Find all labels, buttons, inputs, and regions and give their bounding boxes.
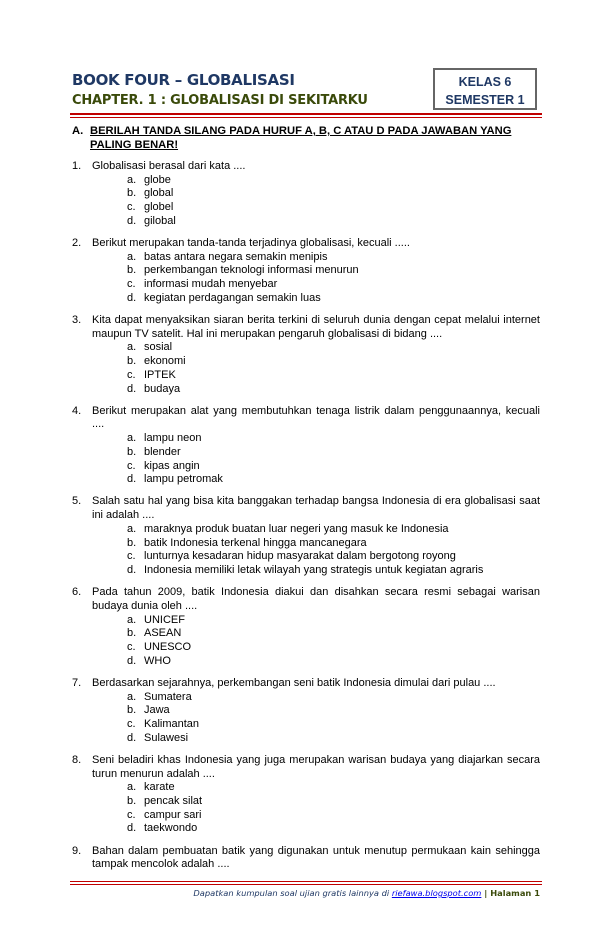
footer-divider <box>70 881 542 882</box>
question-number: 4. <box>72 404 82 417</box>
answer-option[interactable] <box>127 446 540 460</box>
answer-option[interactable] <box>127 732 540 746</box>
answer-option[interactable] <box>127 809 540 823</box>
answer-option[interactable] <box>127 550 540 564</box>
option-text: blender <box>144 445 181 458</box>
question-text: Pada tahun 2009, batik Indonesia diakui dan disahkan secara resmi sebagai warisan budaya dunia oleh .... <box>92 586 540 612</box>
answer-option[interactable] <box>127 369 540 383</box>
option-letter: b. <box>127 704 137 717</box>
answer-option[interactable] <box>127 718 540 732</box>
option-text: Kalimantan <box>144 718 200 731</box>
option-text: batas antara negara semakin menipis <box>144 250 328 263</box>
option-text: campur sari <box>144 808 202 821</box>
option-letter: b. <box>127 627 137 640</box>
option-letter: a. <box>127 173 137 186</box>
option-letter: b. <box>127 536 137 549</box>
question-number: 2. <box>72 237 82 250</box>
answer-option[interactable] <box>127 264 540 278</box>
answer-option[interactable] <box>127 704 540 718</box>
page-number: Halaman 1 <box>490 888 540 898</box>
footer-text: Dapatkan kumpulan soal ujian gratis lainnya di <box>193 888 392 898</box>
question-text: Bahan dalam pembuatan batik yang digunakan untuk menutup permukaan kain sehingga tampak mencolok adalah .... <box>92 844 540 871</box>
semester-label: SEMESTER 1 <box>445 93 525 107</box>
question-text: Salah satu hal yang bisa kita banggakan terhadap bangsa Indonesia di era globalisasi saat ini adalah .... <box>92 495 540 522</box>
header-divider <box>70 113 542 115</box>
option-text: batik Indonesia terkenal hingga mancanegara <box>144 536 367 549</box>
question-number: 7. <box>72 676 82 689</box>
option-letter: c. <box>127 550 136 563</box>
option-letter: b. <box>127 187 137 200</box>
question-text: Seni beladiri khas Indonesia yang juga merupakan warisan budaya yang diajarkan secara turun menurun adalah .... <box>92 753 540 780</box>
question-number: 3. <box>72 314 82 327</box>
option-letter: a. <box>127 781 137 794</box>
question-number: 6. <box>72 586 82 599</box>
question-item <box>72 314 540 396</box>
answer-option[interactable] <box>127 473 540 487</box>
option-letter: d. <box>127 654 137 667</box>
answer-option[interactable] <box>127 187 540 201</box>
answer-option[interactable] <box>127 278 540 292</box>
option-letter: b. <box>127 355 137 368</box>
answer-option[interactable] <box>127 251 540 265</box>
answer-option[interactable] <box>127 781 540 795</box>
question-item <box>72 495 540 577</box>
footer <box>193 888 540 898</box>
option-letter: b. <box>127 795 137 808</box>
option-text: IPTEK <box>144 368 176 381</box>
option-text: lunturnya kesadaran hidup masyarakat dalam bergotong royong <box>144 550 456 563</box>
answer-option[interactable] <box>127 614 540 628</box>
option-text: UNESCO <box>144 641 192 653</box>
option-text: ASEAN <box>144 627 182 640</box>
question-item <box>72 586 540 668</box>
question-number: 9. <box>72 844 82 857</box>
option-letter: d. <box>127 731 137 744</box>
answer-option[interactable] <box>127 201 540 215</box>
question-text: Kita dapat menyaksikan siaran berita terkini di seluruh dunia dengan cepat melalui internet maupun TV satelit. Hal ini merupakan pengaruh globalisasi di bidang .... <box>92 314 540 340</box>
option-letter: d. <box>127 563 137 576</box>
answer-option[interactable] <box>127 174 540 188</box>
answer-option[interactable] <box>127 292 540 306</box>
option-text: karate <box>144 781 175 794</box>
option-letter: c. <box>127 808 136 821</box>
option-letter: d. <box>127 214 137 227</box>
option-letter: a. <box>127 250 137 263</box>
question-text: Globalisasi berasal dari kata .... <box>92 160 246 172</box>
footer-separator: | <box>481 888 491 898</box>
option-text: taekwondo <box>144 822 198 835</box>
class-box <box>433 68 537 110</box>
question-item <box>72 754 540 836</box>
option-letter: a. <box>127 432 137 445</box>
option-text: gilobal <box>144 214 176 227</box>
option-letter: d. <box>127 382 137 395</box>
option-letter: b. <box>127 445 137 458</box>
answer-option[interactable] <box>127 822 540 836</box>
question-number: 5. <box>72 495 82 508</box>
option-text: kegiatan perdagangan semakin luas <box>144 291 321 304</box>
answer-option[interactable] <box>127 460 540 474</box>
answer-option[interactable] <box>127 795 540 809</box>
section-number: A. <box>72 125 84 137</box>
question-item <box>72 405 540 487</box>
option-text: lampu neon <box>144 432 202 445</box>
option-letter: a. <box>127 690 137 703</box>
footer-divider-thin <box>70 884 542 885</box>
option-letter: d. <box>127 822 137 835</box>
option-text: global <box>144 187 174 200</box>
option-letter: a. <box>127 341 137 354</box>
section-heading <box>72 125 530 152</box>
option-text: Indonesia memiliki letak wilayah yang strategis untuk kegiatan agraris <box>144 563 484 576</box>
option-text: budaya <box>144 382 181 395</box>
answer-option[interactable] <box>127 215 540 229</box>
footer-link[interactable]: riefawa.blogspot.com <box>391 888 482 898</box>
option-text: maraknya produk buatan luar negeri yang masuk ke Indonesia <box>144 522 449 535</box>
option-letter: c. <box>127 368 136 381</box>
option-text: Sumatera <box>144 690 192 703</box>
question-item <box>72 160 540 229</box>
option-letter: c. <box>127 459 136 472</box>
question-text: Berikut merupakan tanda-tanda terjadinya globalisasi, kecuali ..... <box>92 237 410 250</box>
option-text: sosial <box>144 341 173 354</box>
option-letter: b. <box>127 264 137 277</box>
option-text: kipas angin <box>144 459 200 472</box>
option-text: globe <box>144 173 171 186</box>
option-letter: d. <box>127 291 137 304</box>
section-instruction: BERILAH TANDA SILANG PADA HURUF A, B, C ATAU D PADA JAWABAN YANG PALING BENAR! <box>90 125 512 151</box>
question-item <box>72 845 540 872</box>
question-item <box>72 237 540 306</box>
option-letter: a. <box>127 522 137 535</box>
option-text: perkembangan teknologi informasi menurun <box>144 264 359 277</box>
answer-option[interactable] <box>127 383 540 397</box>
answer-option[interactable] <box>127 655 540 669</box>
option-text: Sulawesi <box>144 731 189 744</box>
option-letter: a. <box>127 613 137 626</box>
answer-option[interactable] <box>127 355 540 369</box>
option-letter: d. <box>127 473 137 486</box>
answer-option[interactable] <box>127 691 540 705</box>
answer-option[interactable] <box>127 537 540 551</box>
option-letter: c. <box>127 641 136 653</box>
option-text: globel <box>144 201 174 214</box>
answer-option[interactable] <box>127 564 540 578</box>
option-text: lampu petromak <box>144 473 223 486</box>
answer-option[interactable] <box>127 641 540 655</box>
question-list <box>72 160 540 881</box>
answer-option[interactable] <box>127 523 540 537</box>
option-text: ekonomi <box>144 355 186 368</box>
class-label: KELAS 6 <box>458 75 512 89</box>
option-text: WHO <box>144 654 171 667</box>
question-item <box>72 677 540 746</box>
question-text: Berikut merupakan alat yang membutuhkan tenaga listrik dalam penggunaannya, kecuali .... <box>92 404 540 431</box>
option-letter: c. <box>127 201 136 214</box>
answer-option[interactable] <box>127 627 540 641</box>
book-title: BOOK FOUR – GLOBALISASI <box>72 71 295 89</box>
option-letter: c. <box>127 278 136 291</box>
question-text: Berdasarkan sejarahnya, perkembangan seni batik Indonesia dimulai dari pulau .... <box>92 676 496 689</box>
option-text: pencak silat <box>144 795 203 808</box>
chapter-title: CHAPTER. 1 : GLOBALISASI DI SEKITARKU <box>72 93 368 108</box>
header-divider-thin <box>70 117 542 118</box>
answer-option[interactable] <box>127 432 540 446</box>
answer-option[interactable] <box>127 341 540 355</box>
option-text: UNICEF <box>144 613 185 626</box>
option-text: informasi mudah menyebar <box>144 278 278 291</box>
question-number: 1. <box>72 160 82 172</box>
option-letter: c. <box>127 718 136 731</box>
question-number: 8. <box>72 753 82 766</box>
option-text: Jawa <box>144 704 170 717</box>
